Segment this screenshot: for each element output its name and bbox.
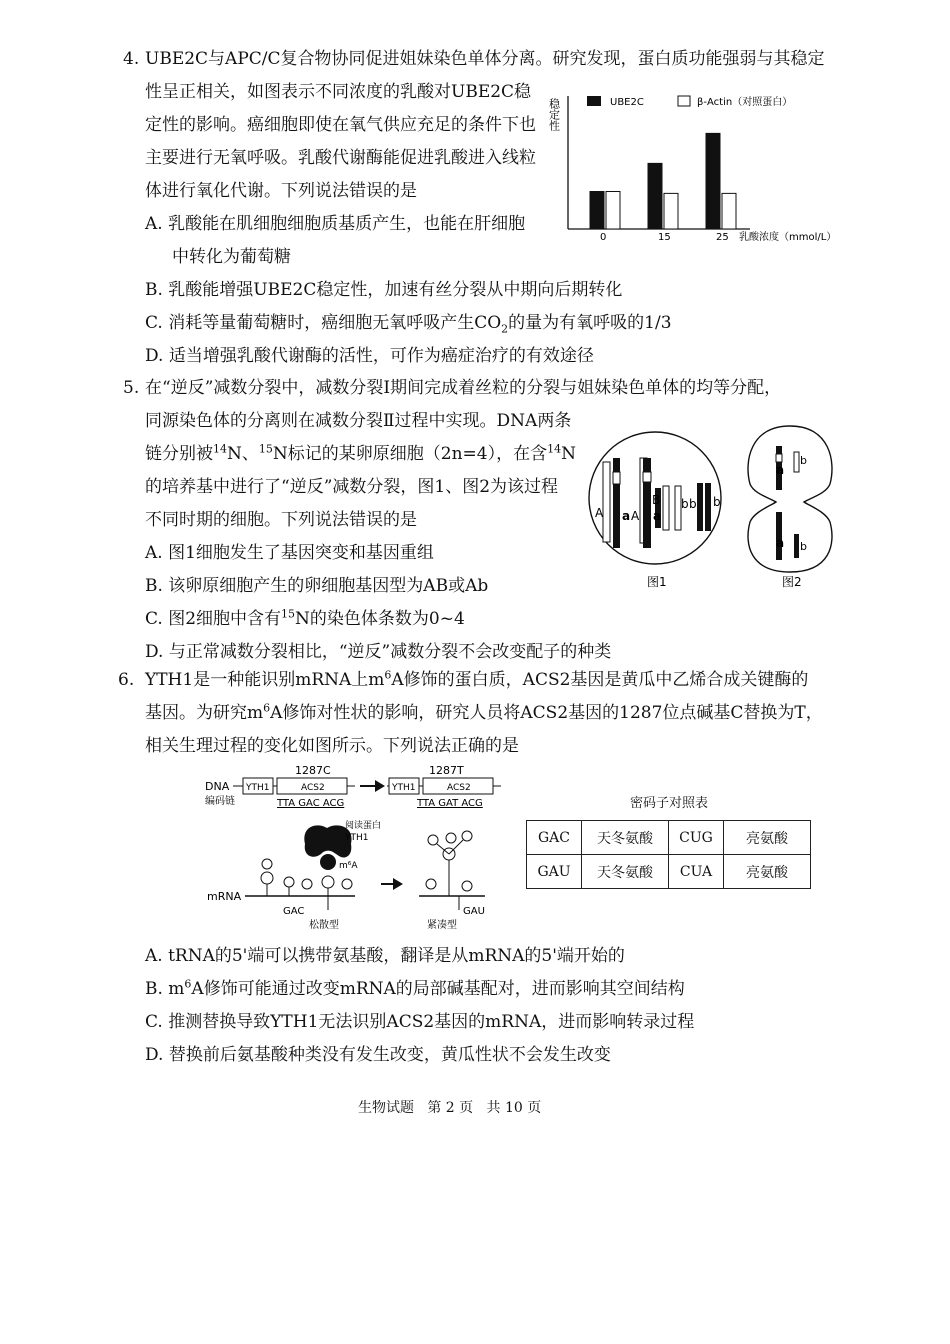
bar-actin-0 [606,192,620,230]
fig2-gene-a-top: a [776,463,785,477]
gau-label: GAU [463,906,485,917]
q5-option-d[interactable]: D. 与正常减数分裂相比，“逆反”减数分裂不会改变配子的种类 [145,642,612,662]
gene-label-A-left: A [595,506,604,520]
q6-option-d[interactable]: D. 替换前后氨基酸种类没有发生改变，黄瓜性状不会发生改变 [145,1045,611,1065]
ube2c-stability-bar-chart [540,88,840,248]
q4-option-c[interactable]: C. 消耗等量葡萄糖时，癌细胞无氧呼吸产生$CO_2$的量为有氧呼吸的1/3 [145,313,672,336]
q4-option-b[interactable]: B. 乳酸能增强UBE2C稳定性，加速有丝分裂从中期向后期转化 [145,280,623,300]
gene-label-A-2: A [631,509,640,523]
question-5-number: 5. [123,378,140,398]
loose-label: 松散型 [309,920,339,931]
reader-label: 阅读蛋白 [345,821,382,831]
bar-ube2c-0 [590,192,604,230]
q4-option-d[interactable]: D. 适当增强乳酸代谢酶的活性，可作为癌症治疗的有效途径 [145,346,594,366]
figure-2-cell [740,422,840,594]
page-footer: 生物试题 第 2 页 共 10 页 [358,1100,542,1116]
q6-option-c[interactable]: C. 推测替换导致YTH1无法识别ACS2基因的mRNA，进而影响转录过程 [145,1012,695,1032]
codon-cell: CUG [669,821,724,855]
q6-stem-line-2: 基因。为研究$m^6A$修饰对性状的影响，研究人员将ACS2基因的1287位点碱基C替换为T， [145,701,823,723]
q5-stem-line-2: 同源染色体的分离则在减数分裂Ⅱ过程中实现。DNA两条 [145,411,572,431]
coding-strand-label: 编码链 [205,796,235,807]
q4-stem-line-2: 性呈正相关，如图表示不同浓度的乳酸对UBE2C稳 [145,82,532,102]
codon-cell: GAU [527,855,582,889]
mrna-label: mRNA [207,890,242,903]
q6-option-b[interactable]: B. $m^6A$修饰可能通过改变mRNA的局部碱基配对，进而影响其空间结构 [145,977,685,999]
m6a-mrna-diagram [205,764,505,934]
acs2-box-left: ACS2 [301,783,325,793]
fig2-gene-b-bottom: b [800,540,807,553]
q6-stem-line-3: 相关生理过程的变化如图所示。下列说法正确的是 [145,736,519,756]
amino-acid-cell: 亮氨酸 [724,821,811,855]
amino-acid-cell: 天冬氨酸 [582,821,669,855]
position-1287c: 1287C [295,764,331,777]
codon-cell: CUA [669,855,724,889]
q4-option-a-cont: 中转化为葡萄糖 [172,247,291,267]
right-arrow-icon [375,780,385,792]
acs2-box-right: ACS2 [447,783,471,793]
fig2-gene-a-bottom: a [776,536,785,550]
legend-ube2c-swatch [587,96,601,106]
figure-1-label: 图1 [647,575,667,589]
q5-stem-line-3: 链分别被$^{14}$N、$^{15}$N标记的某卵原细胞（2n=4），在含$^{14}$N [145,442,576,464]
q4-option-a[interactable]: A. 乳酸能在肌细胞细胞质基质产生，也能在肝细胞 [145,214,526,234]
legend-actin-label: β-Actin（对照蛋白） [697,97,793,108]
q4-stem-line-4: 主要进行无氧呼吸。乳酸代谢酶能促进乳酸进入线粒 [145,148,536,168]
q4-stem-line-3: 定性的影响。癌细胞即使在氧气供应充足的条件下也 [145,115,536,135]
gac-label: GAC [283,906,305,917]
position-1287t: 1287T [429,764,464,777]
question-4-number: 4. [123,49,140,69]
reader-yth1-label: YTH1 [345,833,369,843]
figure-2-label: 图2 [782,575,802,589]
q6-stem-line-1: YTH1是一种能识别mRNA上$m^6A$修饰的蛋白质，ACS2基因是黄瓜中乙烯合成关键酶的 [145,668,809,690]
yth1-box-right: YTH1 [392,783,416,793]
q4-stem-line-1: UBE2C与APC/C复合物协同促进姐妹染色单体分离。研究发现，蛋白质功能强弱与其稳定 [145,49,825,69]
q4-stem-line-5: 体进行氧化代谢。下列说法错误的是 [145,181,417,201]
x-tick-label-25: 25 [716,232,729,243]
gene-label-b-1: b [681,497,689,511]
x-tick-label-15: 15 [658,232,671,243]
sequence-left: TTA GAC ACG [277,798,345,809]
codon-table [526,820,811,889]
gene-label-a-3: a [653,509,662,523]
question-6-number: 6. [118,670,135,690]
transition-arrow-icon [393,878,403,890]
bar-ube2c-25 [706,133,720,229]
bar-actin-15 [664,193,678,229]
gene-label-b-3: b [713,495,721,509]
chart-ylabel: 稳定性 [547,98,561,131]
q5-option-b[interactable]: B. 该卵原细胞产生的卵细胞基因型为AB或Ab [145,576,489,596]
x-tick-label-0: 0 [600,232,607,243]
codon-table-title: 密码子对照表 [630,796,709,811]
chart-xlabel: 乳酸浓度（mmol/L） [739,232,837,243]
legend-actin-swatch [678,96,690,106]
legend-ube2c-label: UBE2C [610,97,644,108]
m6a-label: m⁶A [339,861,358,871]
q5-option-a[interactable]: A. 图1细胞发生了基因突变和基因重组 [145,543,434,563]
gene-label-b-2: b [689,497,697,511]
codon-cell: GAC [527,821,582,855]
fig2-gene-b-top: b [800,454,807,467]
q5-stem-line-1: 在“逆反”减数分裂中，减数分裂Ⅰ期间完成着丝粒的分裂与姐妹染色单体的均等分配， [145,378,782,398]
compact-label: 紧凑型 [427,920,457,931]
codon-row [527,855,811,889]
bar-actin-25 [722,193,736,229]
gene-label-B: B [652,493,661,507]
yth1-box-left: YTH1 [246,783,270,793]
sequence-right: TTA GAT ACG [417,798,483,809]
gene-label-a-1: a [622,509,631,523]
bar-ube2c-15 [648,163,662,229]
amino-acid-cell: 天冬氨酸 [582,855,669,889]
q5-option-c[interactable]: C. 图2细胞中含有$^{15}$N的染色体条数为0~4 [145,607,465,629]
dna-label: DNA [205,780,230,793]
codon-row [527,821,811,855]
q5-stem-line-5: 不同时期的细胞。下列说法错误的是 [145,510,417,530]
amino-acid-cell: 亮氨酸 [724,855,811,889]
q5-stem-line-4: 的培养基中进行了“逆反”减数分裂，图1、图2为该过程 [145,477,559,497]
figure-1-cell [585,428,725,593]
q6-option-a[interactable]: A. tRNA的5'端可以携带氨基酸，翻译是从mRNA的5'端开始的 [145,946,625,966]
